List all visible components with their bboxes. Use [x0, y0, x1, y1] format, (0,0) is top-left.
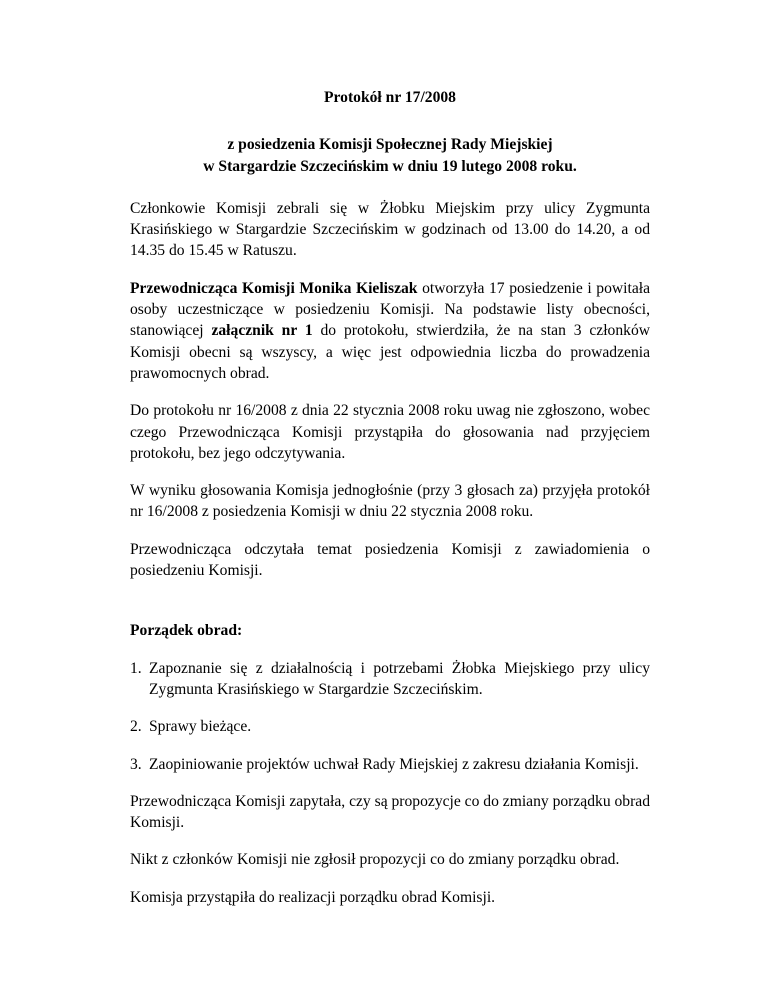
document-title: Protokół nr 17/2008	[324, 89, 456, 106]
subtitle-line-1: z posiedzenia Komisji Społecznej Rady Miejskiej	[227, 136, 553, 154]
agenda-item-text: Sprawy bieżące.	[149, 718, 252, 736]
paragraph-previous-protocol: Do protokołu nr 16/2008 z dnia 22 stycznia 2008 roku uwag nie zgłoszono, wobec czego Przewodnicząca Komisji przystąpiła do głosowania nad przyjęciem protokołu, bez jego odczytywania.	[130, 402, 650, 462]
paragraph-opening-text-a: otworzyła 17 posiedzenie i powitała osoby uczestniczące w posiedzeniu Komisji. Na podstawie listy obecności, stanowiącej	[130, 279, 650, 340]
agenda-item	[130, 754, 650, 775]
agenda-item-number: 1.	[130, 659, 142, 677]
agenda-item	[130, 658, 650, 701]
agenda-heading: Porządek obrad:	[130, 622, 243, 640]
agenda-list	[130, 658, 650, 775]
paragraph-meeting-topic: Przewodnicząca odczytała temat posiedzenia Komisji z zawiadomienia o posiedzeniu Komisji.	[130, 540, 650, 580]
agenda-item-number: 2.	[130, 718, 142, 736]
subtitle-line-2: w Stargardzie Szczecińskim w dniu 19 lutego 2008 roku.	[203, 157, 577, 175]
paragraph-opening	[130, 278, 650, 384]
chairwoman-name: Przewodnicząca Komisji Monika Kieliszak	[130, 279, 418, 297]
paragraph-agenda-question: Przewodnicząca Komisji zapytała, czy są propozycje co do zmiany porządku obrad Komisji.	[130, 792, 651, 832]
paragraph-attendance-location: Członkowie Komisji zebrali się w Żłobku Miejskim przy ulicy Zygmunta Krasińskiego w Stargardzie Szczecińskim w godzinach od 13.00 do 14.20, a od 14.35 do 15.45 w Ratuszu.	[130, 199, 650, 260]
paragraph-proceed: Komisja przystąpiła do realizacji porządku obrad Komisji.	[130, 888, 496, 906]
document-page	[130, 87, 650, 924]
document-subtitle	[130, 134, 650, 177]
attachment-reference: załącznik nr 1	[211, 322, 313, 340]
paragraph-opening-text-b: do protokołu, stwierdziła, że na stan 3 członków Komisji obecni są wszyscy, a więc jest odpowiednia liczba do prowadzenia prawomocnych obrad.	[130, 322, 651, 382]
paragraph-no-changes: Nikt z członków Komisji nie zgłosił propozycji co do zmiany porządku obrad.	[130, 851, 620, 869]
agenda-item-number: 3.	[130, 755, 142, 773]
agenda-item-text: Zaopiniowanie projektów uchwał Rady Miejskiej z zakresu działania Komisji.	[149, 755, 639, 773]
paragraph-vote-result: W wyniku głosowania Komisja jednogłośnie (przy 3 głosach za) przyjęła protokół nr 16/2008 z posiedzenia Komisji w dniu 22 stycznia 2008 roku.	[130, 482, 650, 521]
agenda-item	[130, 716, 650, 737]
agenda-item-text: Zapoznanie się z działalnością i potrzebami Żłobka Miejskiego przy ulicy Zygmunta Krasińskiego w Stargardzie Szczecińskim.	[149, 659, 650, 698]
